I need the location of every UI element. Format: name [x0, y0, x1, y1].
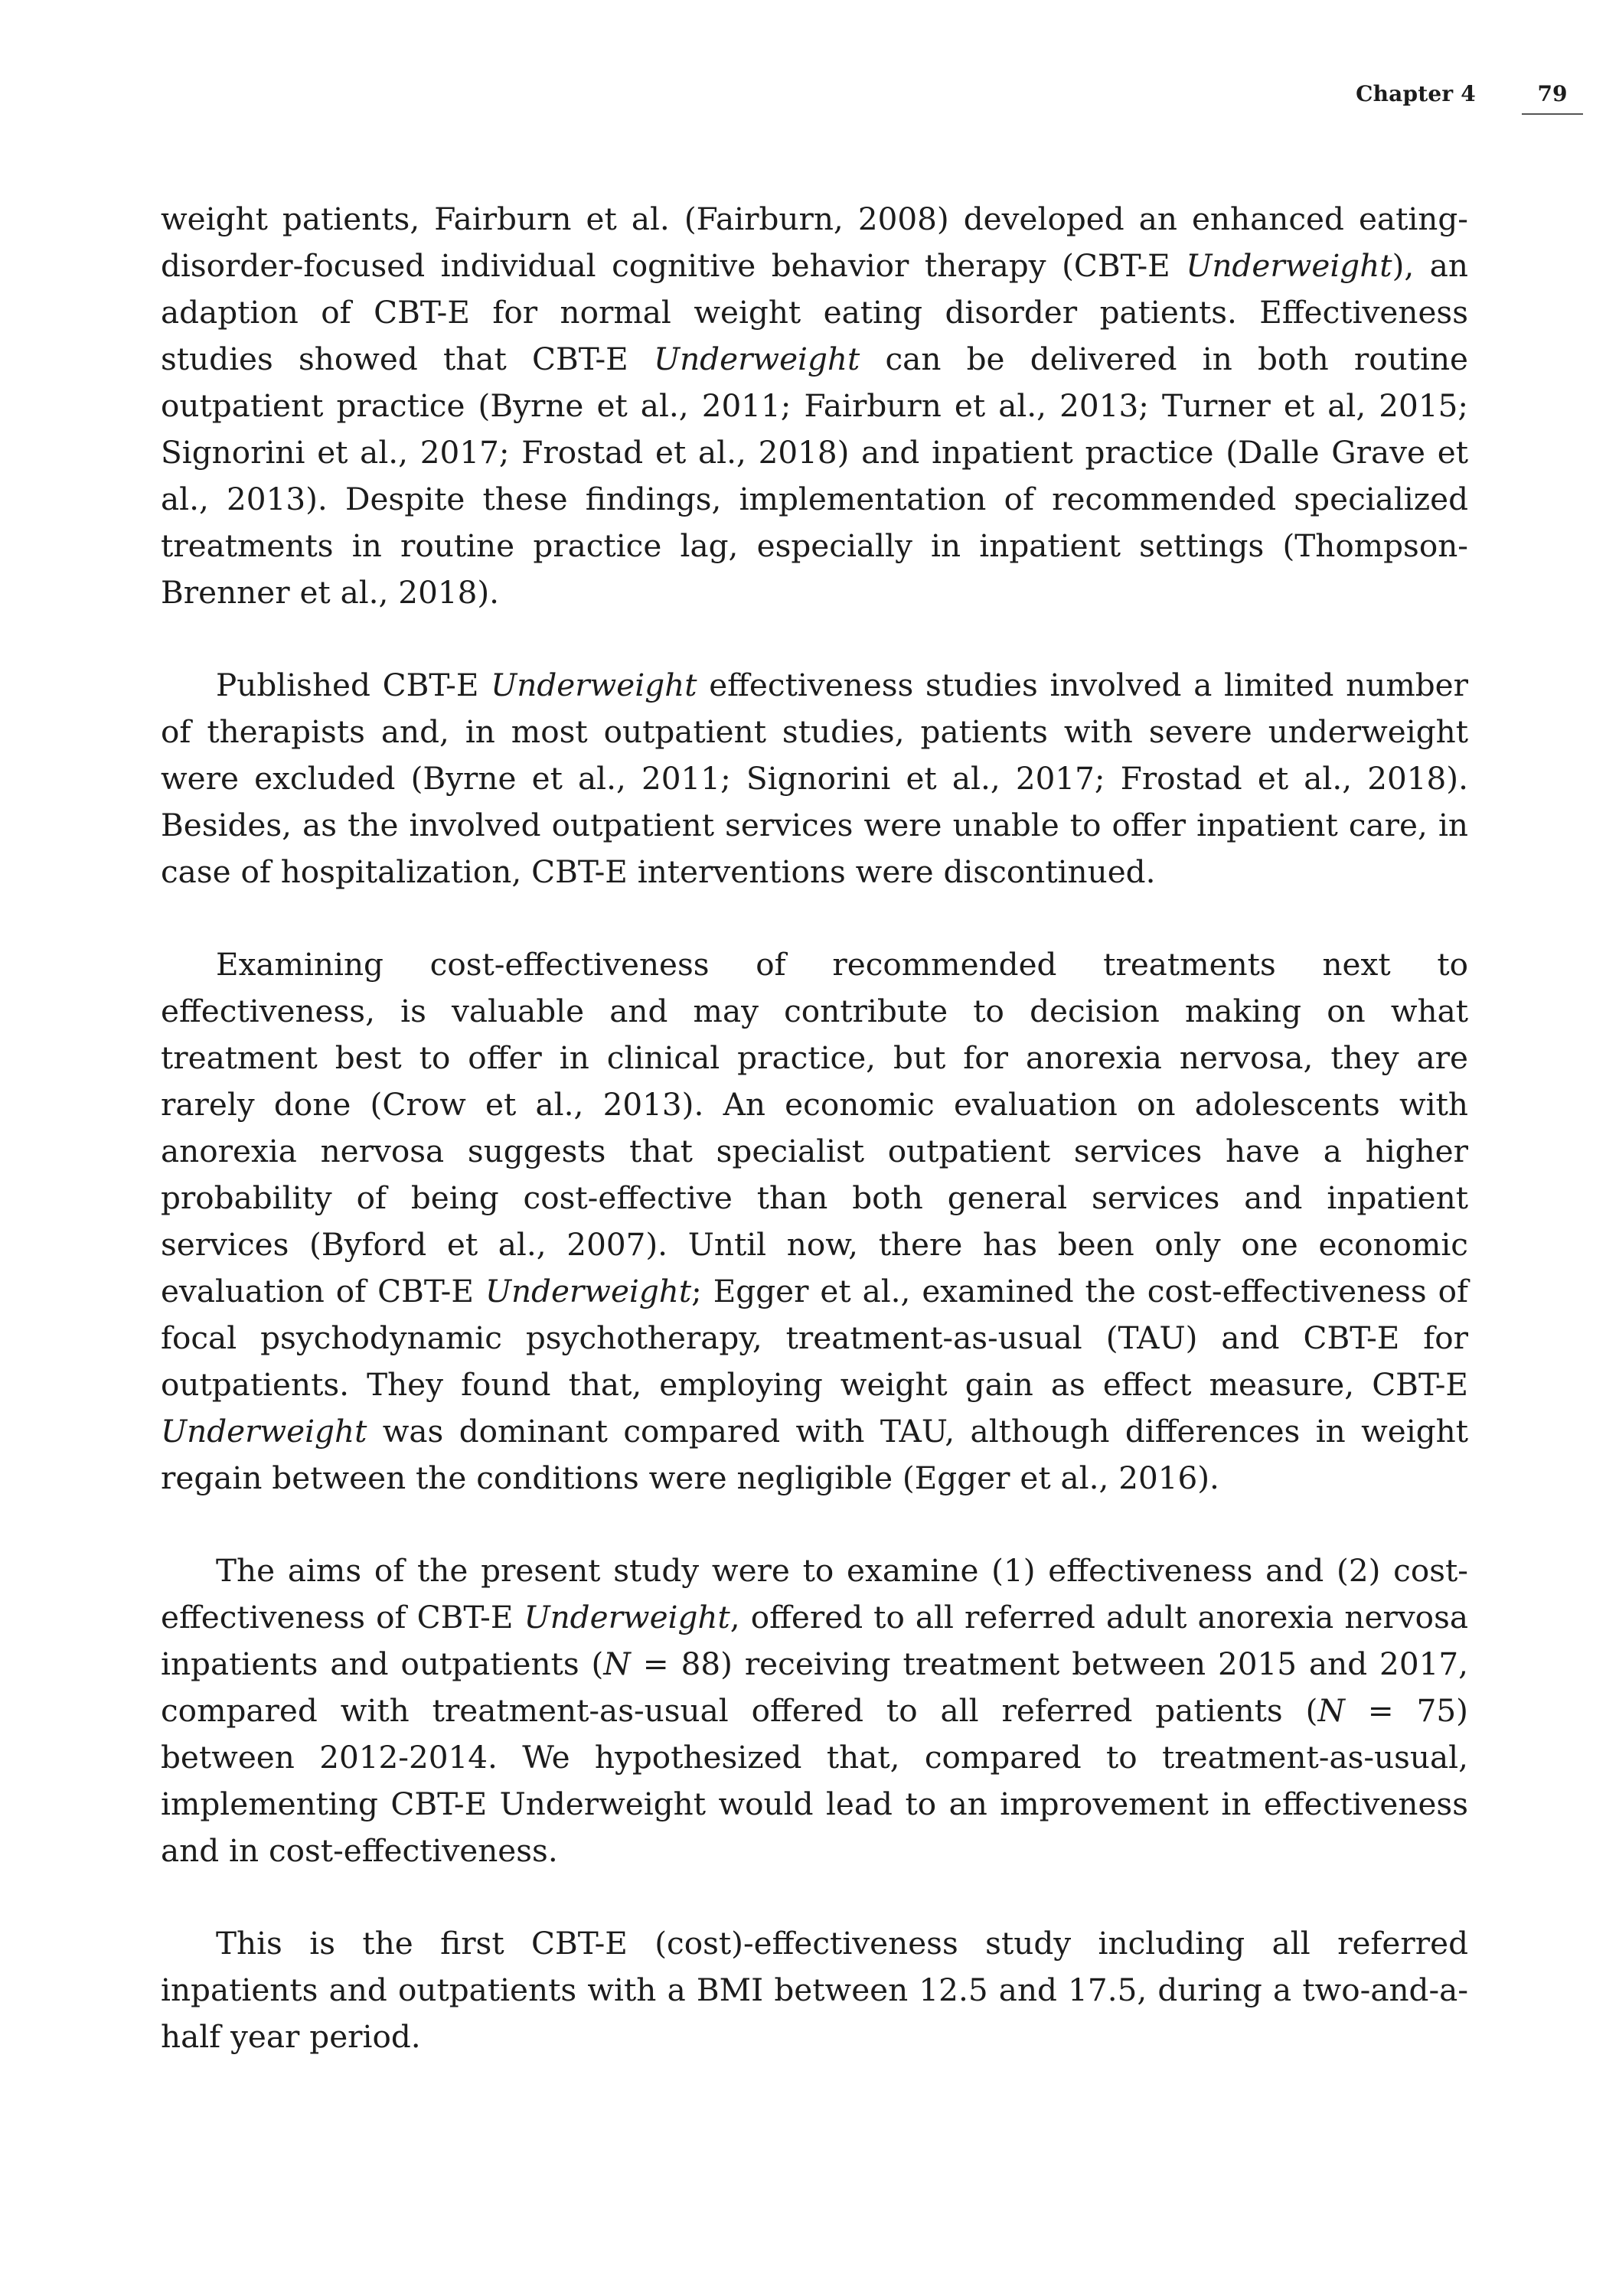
text-run: = 88) receiving treatment between 2015 and 2017, compared with treatment-as-usual offered to all referred patients ( — [161, 1645, 1468, 1729]
text-run: ; Egger et al., examined the cost-effectiveness of focal psychodynamic psychotherapy, treatment-as-usual (TAU) and CBT-E for outpatients. They found that, employing weight gain as effect measure, CBT-E — [161, 1273, 1468, 1403]
running-header — [1317, 80, 1585, 122]
paragraph — [161, 941, 1468, 1502]
italic-run: N — [603, 1645, 631, 1682]
italic-run: Underweight — [485, 1273, 692, 1309]
text-run: Examining cost-effectiveness of recommended treatments next to effectiveness, is valuable and may contribute to decision making on what treatment best to offer in clinical practice, but for anorexia nervosa, they are rarely done (Crow et al., 2013). An economic evaluation on adolescents with anorexia nervosa suggests that specialist outpatient services have a higher probability of being cost-effective than both general services and inpatient services (Byford et al., 2007). Until now, there has been only one economic evaluation of CBT-E — [161, 946, 1468, 1309]
paragraph — [161, 196, 1468, 616]
text-run: The aims of the present study were to examine (1) effectiveness and (2) cost-effectiveness of CBT-E — [161, 1552, 1468, 1636]
italic-run: Underweight — [524, 1599, 730, 1636]
text-run: Published CBT-E — [216, 667, 491, 703]
text-run: effectiveness studies involved a limited number of therapists and, in most outpatient studies, patients with severe underweight were excluded (Byrne et al., 2011; Signorini et al., 2017; Frostad et al., 2018). Besides, as the involved outpatient services were unable to offer inpatient care, in case of hospitalization, CBT-E interventions were discontinued. — [161, 667, 1469, 890]
text-run: This is the first CBT-E (cost)-effectiveness study including all referred inpatients and outpatients with a BMI between 12.5 and 17.5, during a two-and-a-half year period. — [161, 1925, 1468, 2055]
page-number-rule — [1522, 113, 1583, 115]
italic-run: Underweight — [491, 667, 697, 703]
text-run: = 75) between 2012-2014. We hypothesized that, compared to treatment-as-usual, implementing CBT-E Underweight would lead to an improvement in effectiveness and in cost-effectiveness. — [161, 1692, 1468, 1869]
text-run: ), an adaption of CBT-E for normal weight eating disorder patients. Effectiveness studies showed that CBT-E — [161, 247, 1468, 377]
italic-run: Underweight — [1186, 247, 1392, 284]
paragraph — [161, 1920, 1468, 2060]
italic-run: Underweight — [161, 1413, 367, 1450]
text-run: can be delivered in both routine outpatient practice (Byrne et al., 2011; Fairburn et al., 2013; Turner et al, 2015; Signorini et al., 2017; Frostad et al., 2018) and inpatient practice (Dalle Grave et al., 2013). Despite these findings, implementation of recommended specialized treatments in routine practice lag, especially in inpatient settings (Thompson-Brenner et al., 2018). — [161, 341, 1468, 611]
chapter-label: Chapter 4 — [1356, 81, 1476, 106]
body-text — [161, 196, 1468, 2060]
italic-run: Underweight — [653, 341, 860, 377]
italic-run: N — [1317, 1692, 1345, 1729]
text-run: weight patients, Fairburn et al. (Fairburn, 2008) developed an enhanced eating-disorder-focused individual cognitive behavior therapy (CBT-E — [161, 201, 1468, 284]
text-run: was dominant compared with TAU, although differences in weight regain between the conditions were negligible (Egger et al., 2016). — [161, 1413, 1468, 1496]
paragraph — [161, 1548, 1468, 1874]
text-run: , offered to all referred adult anorexia nervosa inpatients and outpatients ( — [161, 1599, 1468, 1682]
page-number: 79 — [1537, 81, 1568, 106]
paragraph — [161, 662, 1468, 895]
